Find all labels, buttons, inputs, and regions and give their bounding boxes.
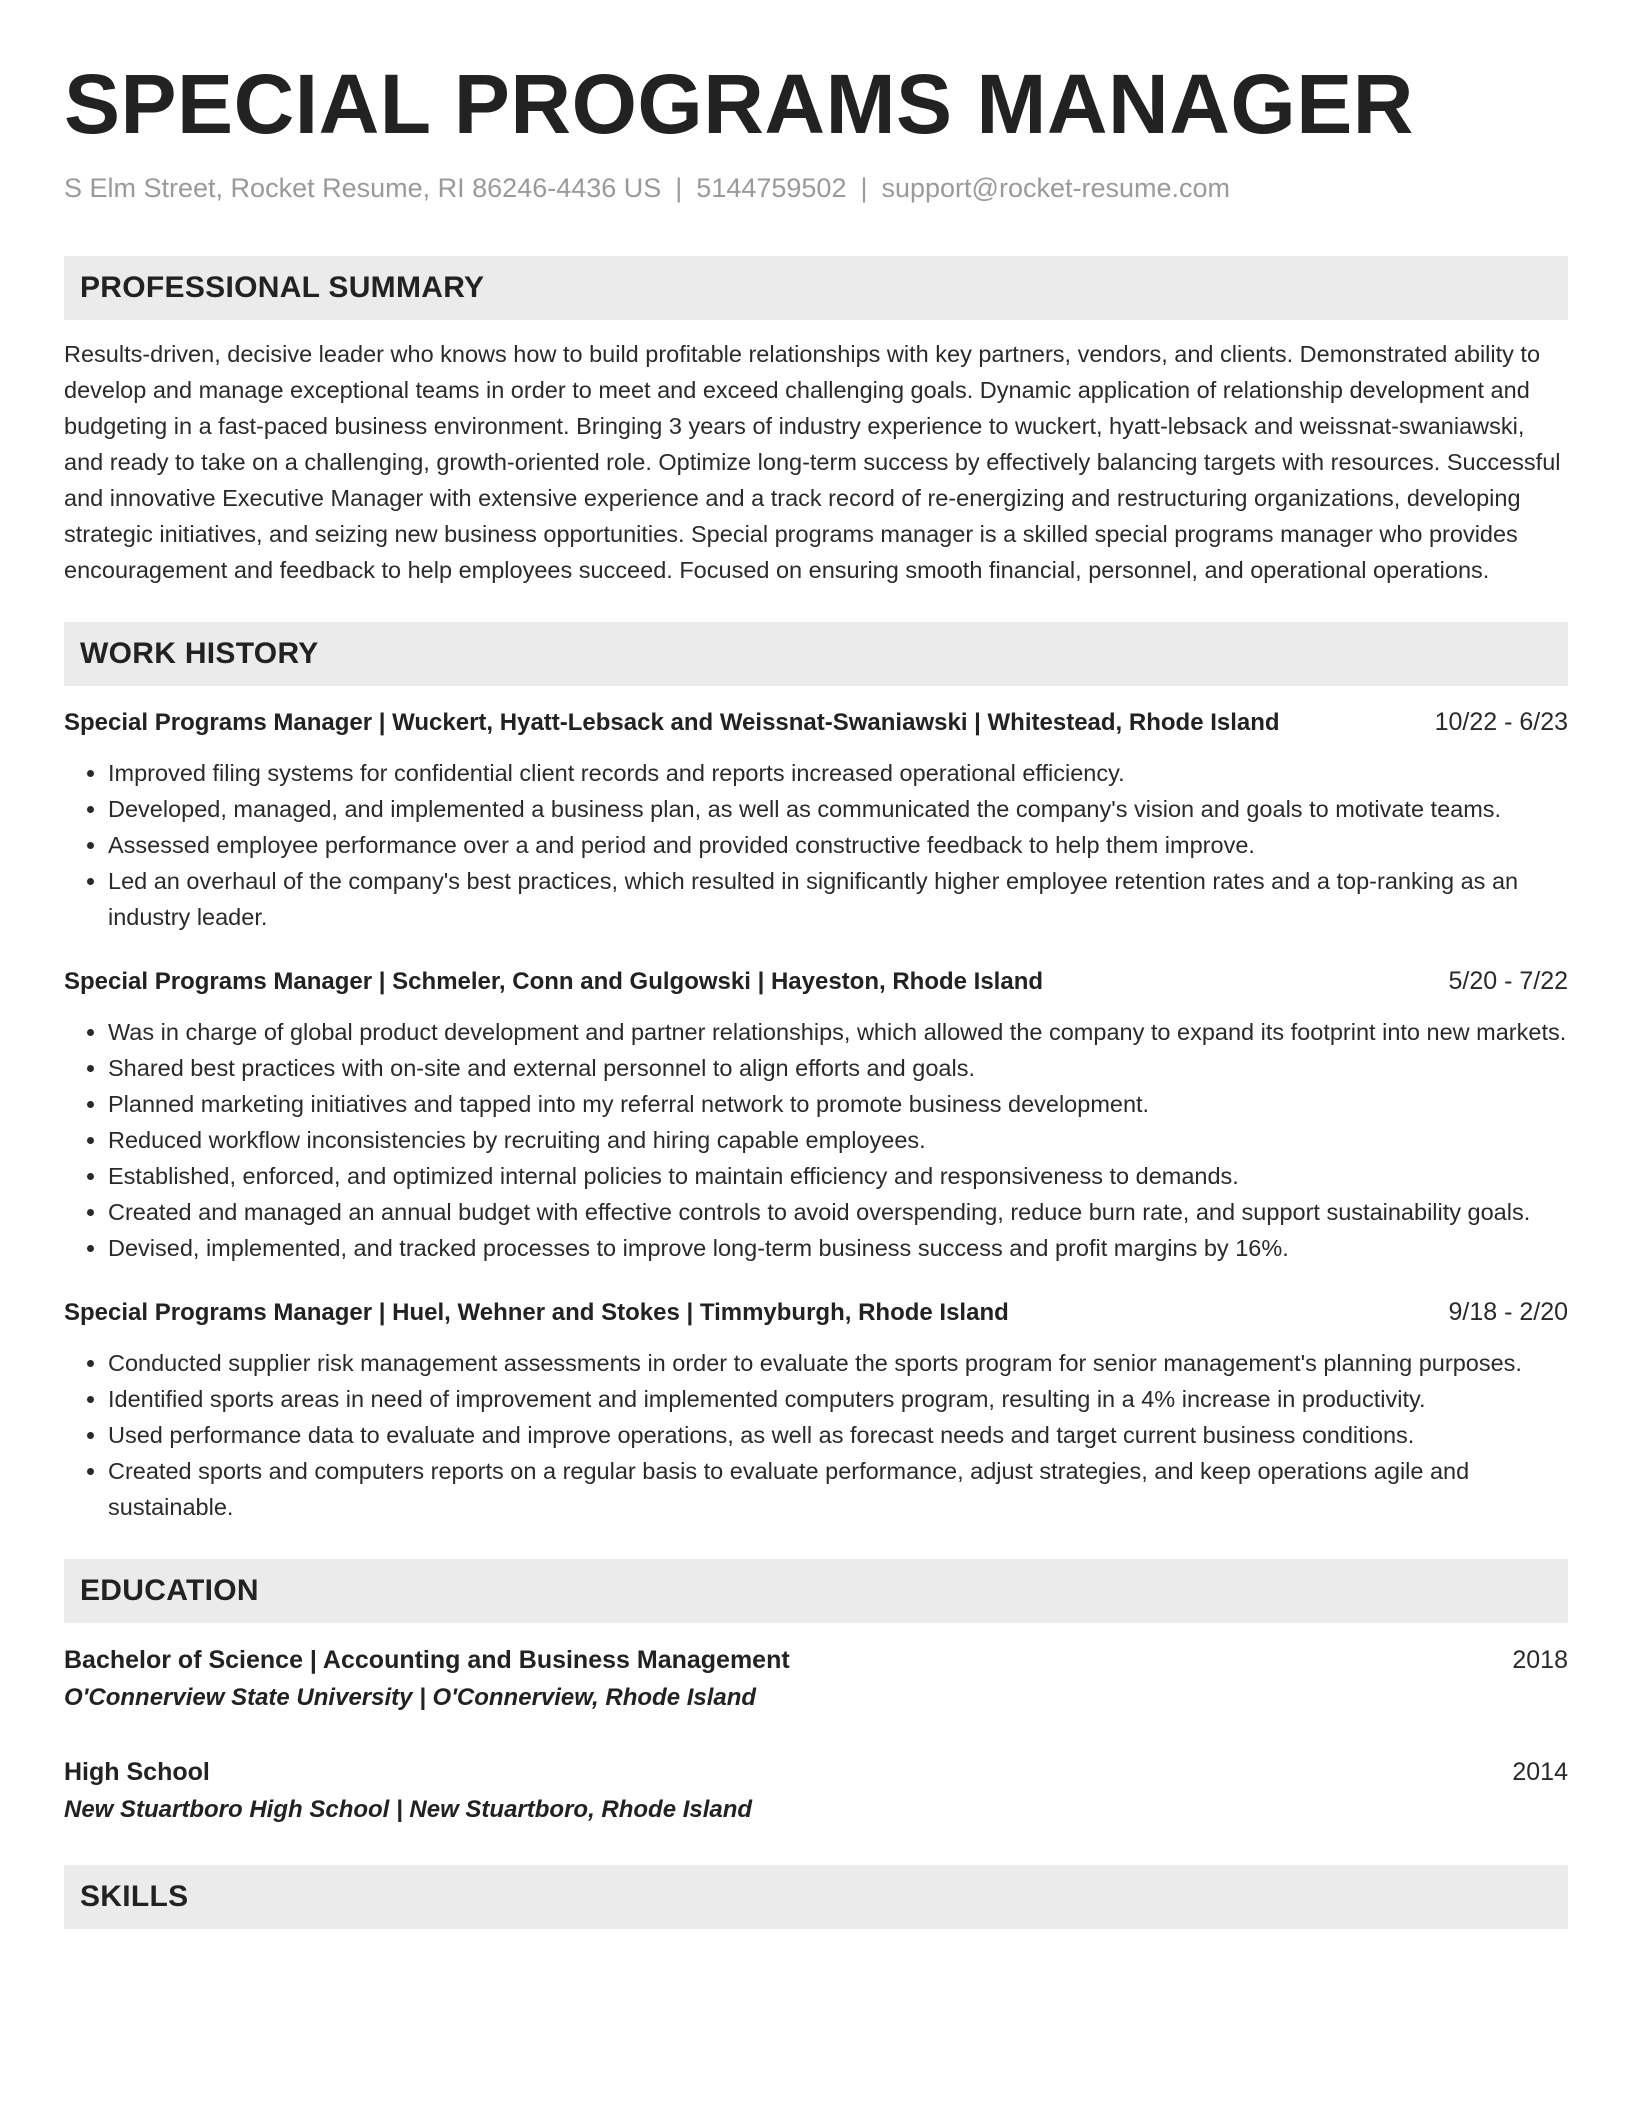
contact-email: support@rocket-resume.com [881, 173, 1231, 203]
education-header [64, 1641, 1568, 1679]
education-header [64, 1753, 1568, 1791]
section-header-skills: SKILLS [64, 1865, 1568, 1929]
job-bullet: • Created sports and computers reports on a regular basis to evaluate performance, adjust strategies, and keep operations agile and sustainable. [108, 1453, 1568, 1525]
job-bullet: • Led an overhaul of the company's best practices, which resulted in significantly higher employee retention rates and a top-ranking as an industry leader. [108, 863, 1568, 935]
contact-address: S Elm Street, Rocket Resume, RI 86246-4436 US [64, 173, 662, 203]
education-year: 2018 [1512, 1646, 1568, 1674]
contact-separator: | [860, 173, 868, 203]
job-bullet: • Shared best practices with on-site and external personnel to align efforts and goals. [108, 1050, 1568, 1086]
job-bullet: • Identified sports areas in need of improvement and implemented computers program, resulting in a 4% increase in productivity. [108, 1381, 1568, 1417]
job-dates: 10/22 - 6/23 [1434, 708, 1568, 736]
job-title: Special Programs Manager | Wuckert, Hyatt-Lebsack and Weissnat-Swaniawski | Whitestead, Rhode Island [64, 709, 1280, 736]
section-header-education: EDUCATION [64, 1559, 1568, 1623]
education-degree: High School [64, 1758, 210, 1786]
job-dates: 5/20 - 7/22 [1448, 967, 1568, 995]
job-dates: 9/18 - 2/20 [1448, 1298, 1568, 1326]
job-bullet: • Conducted supplier risk management assessments in order to evaluate the sports program for senior management's planning purposes. [108, 1345, 1568, 1381]
education-year: 2014 [1512, 1758, 1568, 1786]
education-degree: Bachelor of Science | Accounting and Business Management [64, 1646, 790, 1674]
summary-paragraph: Results-driven, decisive leader who knows how to build profitable relationships with key partners, vendors, and clients. Demonstrated ability to develop and manage exceptional teams in order to meet and exceed challenging goals. Dynamic application of relationship development and budgeting in a fast-paced business environment. Bringing 3 years of industry experience to wuckert, hyatt-lebsack and weissnat-swaniawski, and ready to take on a challenging, growth-oriented role. Optimize long-term success by effectively balancing targets with resources. Successful and innovative Executive Manager with extensive experience and a track record of re-energizing and restructuring organizations, developing strategic initiatives, and seizing new business opportunities. Special programs manager is a skilled special programs manager who provides encouragement and feedback to help employees succeed. Focused on ensuring smooth financial, personnel, and operational operations. [64, 341, 1561, 583]
job-bullet-list [64, 755, 1568, 935]
job-bullet: • Planned marketing initiatives and tapped into my referral network to promote business development. [108, 1086, 1568, 1122]
section-header-work-history: WORK HISTORY [64, 622, 1568, 686]
resume-name-heading: SPECIAL PROGRAMS MANAGER [64, 57, 1414, 151]
job-bullet: • Created and managed an annual budget with effective controls to avoid overspending, reduce burn rate, and support sustainability goals. [108, 1194, 1568, 1230]
job-header [64, 1294, 1568, 1331]
job-title: Special Programs Manager | Schmeler, Conn and Gulgowski | Hayeston, Rhode Island [64, 968, 1044, 995]
education-school: New Stuartboro High School | New Stuartboro, Rhode Island [64, 1796, 753, 1823]
job-entry [64, 1294, 1568, 1525]
contact-phone: 5144759502 [696, 173, 847, 203]
job-bullet: • Was in charge of global product development and partner relationships, which allowed the company to expand its footprint into new markets. [108, 1014, 1568, 1050]
job-entry [64, 704, 1568, 935]
job-bullet: • Devised, implemented, and tracked processes to improve long-term business success and profit margins by 16%. [108, 1230, 1568, 1266]
education-school: O'Connerview State University | O'Connerview, Rhode Island [64, 1684, 757, 1711]
job-title: Special Programs Manager | Huel, Wehner and Stokes | Timmyburgh, Rhode Island [64, 1299, 1009, 1326]
education-entry [64, 1641, 1568, 1717]
job-bullet: • Reduced workflow inconsistencies by recruiting and hiring capable employees. [108, 1122, 1568, 1158]
job-entry [64, 963, 1568, 1266]
job-bullet: • Developed, managed, and implemented a business plan, as well as communicated the company's vision and goals to motivate teams. [108, 791, 1568, 827]
job-bullet: • Assessed employee performance over a and period and provided constructive feedback to help them improve. [108, 827, 1568, 863]
job-bullet: • Used performance data to evaluate and improve operations, as well as forecast needs and target current business conditions. [108, 1417, 1568, 1453]
contact-line [64, 172, 1568, 204]
resume-page [64, 0, 1568, 1929]
job-header [64, 963, 1568, 1000]
job-bullet-list [64, 1014, 1568, 1266]
section-header-summary: PROFESSIONAL SUMMARY [64, 256, 1568, 320]
job-bullet-list [64, 1345, 1568, 1525]
education-entry [64, 1753, 1568, 1829]
job-header [64, 704, 1568, 741]
job-bullet: • Established, enforced, and optimized internal policies to maintain efficiency and responsiveness to demands. [108, 1158, 1568, 1194]
job-bullet: • Improved filing systems for confidential client records and reports increased operational efficiency. [108, 755, 1568, 791]
contact-separator: | [675, 173, 683, 203]
